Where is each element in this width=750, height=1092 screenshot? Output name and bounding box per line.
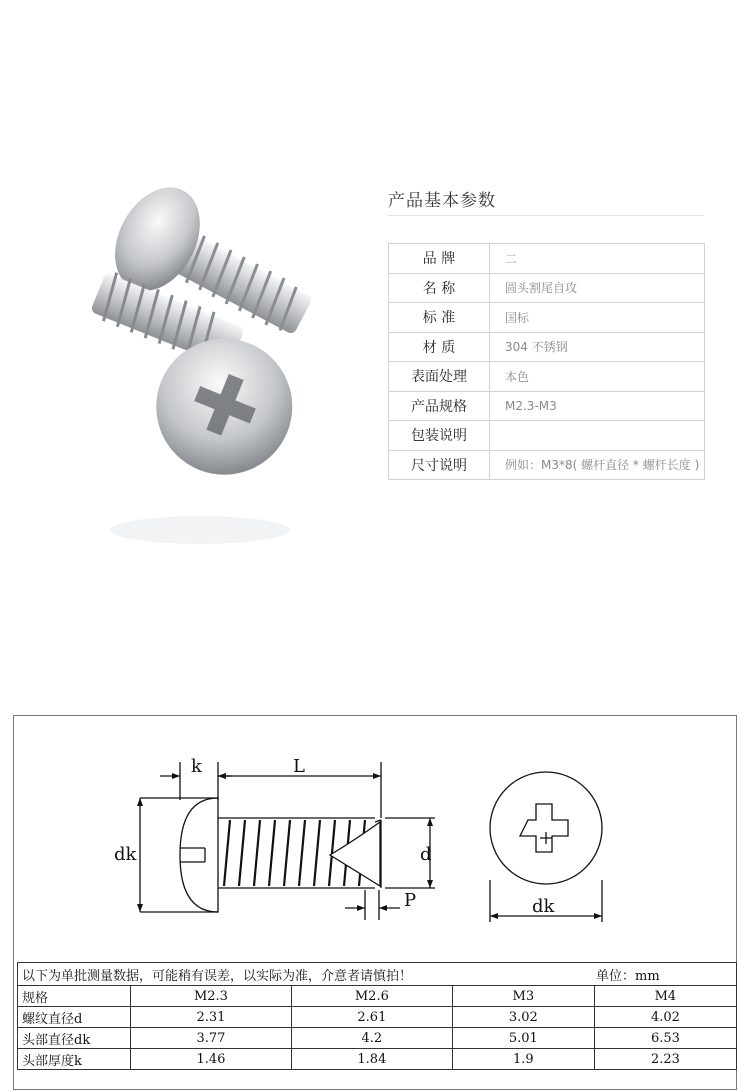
spec-value-cell: 1.9: [452, 1049, 594, 1070]
spec-value-cell: 3.02: [452, 1007, 594, 1028]
params-value: M2.3-M3: [490, 391, 705, 421]
params-value: 圆头割尾自攻: [490, 273, 705, 303]
spec-note: 以下为单批测量数据，可能稍有误差，以实际为准，介意者请慎拍！: [22, 968, 413, 984]
top-view-circle: [490, 772, 602, 884]
spec-value-cell: M2.3: [131, 986, 292, 1007]
params-row: [389, 273, 705, 303]
spec-value-cell: 2.23: [594, 1049, 736, 1070]
params-value: 304 不锈钢: [490, 332, 705, 362]
params-key: 产品规格: [389, 391, 490, 421]
label-dk-side: dk: [114, 844, 137, 865]
label-P: P: [404, 890, 417, 911]
params-value: 本色: [490, 362, 705, 392]
params-value: 二: [490, 244, 705, 274]
spec-row: [18, 1028, 737, 1049]
spec-label-cell: 头部厚度k: [18, 1049, 131, 1070]
spec-value-cell: 2.61: [291, 1007, 452, 1028]
spec-row: [18, 1049, 737, 1070]
spec-value-cell: 4.02: [594, 1007, 736, 1028]
label-k: k: [191, 756, 202, 777]
params-value: 国标: [490, 303, 705, 333]
spec-unit: 单位：mm: [596, 968, 660, 984]
params-key: 包装说明: [389, 421, 490, 451]
params-row: [389, 391, 705, 421]
spec-value-cell: 3.77: [131, 1028, 292, 1049]
label-d: d: [420, 844, 432, 865]
spec-row: [18, 1007, 737, 1028]
spec-value-cell: M2.6: [291, 986, 452, 1007]
params-row: [389, 450, 705, 480]
spec-label-cell: 头部直径dk: [18, 1028, 131, 1049]
screw-head-outline: [180, 798, 218, 912]
params-row: [389, 244, 705, 274]
params-key: 标 准: [389, 303, 490, 333]
label-dk-top: dk: [532, 896, 555, 917]
params-title: 产品基本参数: [388, 191, 496, 211]
spec-value-cell: M4: [594, 986, 736, 1007]
label-L: L: [293, 756, 305, 777]
spec-value-cell: M3: [452, 986, 594, 1007]
params-row: [389, 332, 705, 362]
spec-label-cell: 螺纹直径d: [18, 1007, 131, 1028]
params-row: [389, 303, 705, 333]
params-row: [389, 421, 705, 451]
params-table: [388, 243, 705, 480]
technical-drawing: [100, 740, 660, 940]
spec-note-row: [18, 963, 737, 986]
product-photo: [30, 170, 370, 570]
spec-value-cell: 2.31: [131, 1007, 292, 1028]
spec-label-cell: 规格: [18, 986, 131, 1007]
params-row: [389, 362, 705, 392]
params-key: 品 牌: [389, 244, 490, 274]
params-key: 尺寸说明: [389, 450, 490, 480]
params-key: 材 质: [389, 332, 490, 362]
spec-table: [17, 962, 737, 1070]
params-divider: [388, 215, 704, 216]
params-value: 例如：M3*8( 螺杆直径 * 螺杆长度 ): [490, 450, 705, 480]
spec-value-cell: 4.2: [291, 1028, 452, 1049]
params-key: 名 称: [389, 273, 490, 303]
spec-value-cell: 1.84: [291, 1049, 452, 1070]
params-value: [490, 421, 705, 451]
spec-value-cell: 5.01: [452, 1028, 594, 1049]
spec-value-cell: 1.46: [131, 1049, 292, 1070]
params-key: 表面处理: [389, 362, 490, 392]
spec-value-cell: 6.53: [594, 1028, 736, 1049]
spec-header-row: [18, 986, 737, 1007]
